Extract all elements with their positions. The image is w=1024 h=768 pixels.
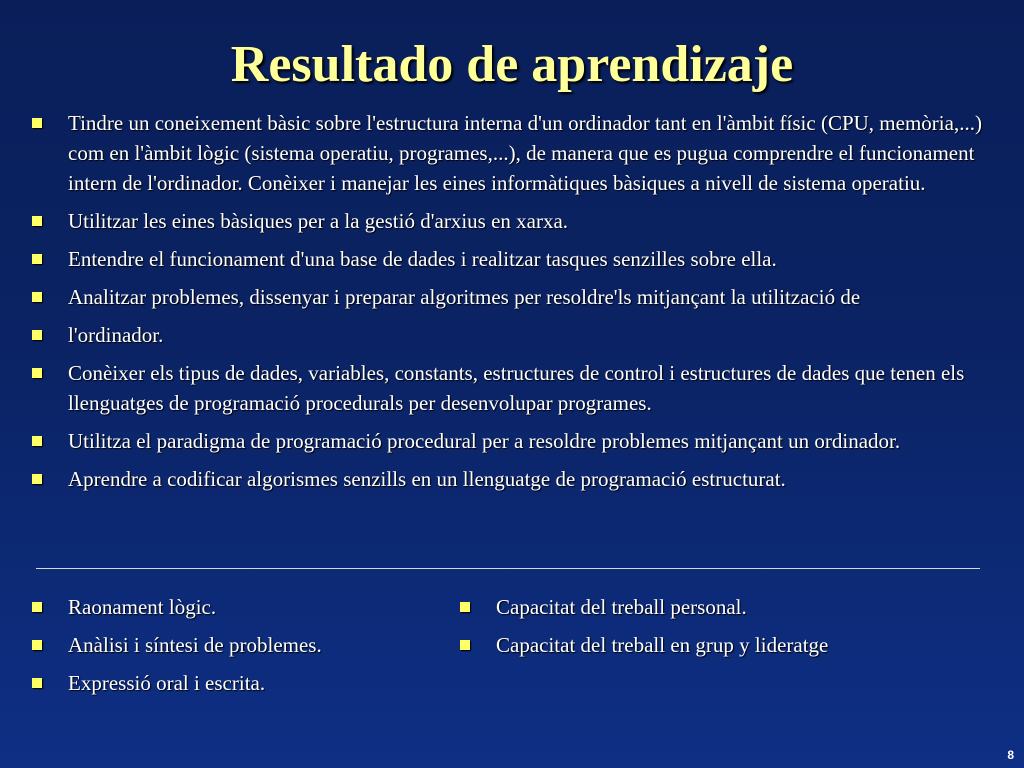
list-item-text: Expressió oral i escrita. <box>68 671 266 695</box>
list-item <box>30 668 440 698</box>
square-bullet-icon <box>32 292 42 302</box>
square-bullet-icon <box>32 118 42 128</box>
list-item-text: Capacitat del treball en grup y lideratge <box>496 633 829 657</box>
square-bullet-icon <box>32 216 42 226</box>
list-item <box>30 282 1000 312</box>
list-item-text: Analitzar problemes, dissenyar i preparar algoritmes per resoldre'ls mitjançant la utilització de <box>68 285 861 309</box>
list-item-text: Utilitza el paradigma de programació procedural per a resoldre problemes mitjançant un ordinador. <box>68 429 901 453</box>
square-bullet-icon <box>32 368 42 378</box>
square-bullet-icon <box>32 640 42 650</box>
list-item <box>30 464 1000 494</box>
list-item-text: Utilitzar les eines bàsiques per a la gestió d'arxius en xarxa. <box>68 209 569 233</box>
list-item-text: Anàlisi i síntesi de problemes. <box>68 633 322 657</box>
list-item <box>30 206 1000 236</box>
list-item-text: Conèixer els tipus de dades, variables, constants, estructures de control i estructures de dades que tenen els llenguatges de programació procedurals per desenvolupar programes. <box>68 361 965 415</box>
list-item <box>30 108 1000 198</box>
list-item <box>458 592 998 622</box>
square-bullet-icon <box>460 640 470 650</box>
list-item-text: Tindre un coneixement bàsic sobre l'estructura interna d'un ordinador tant en l'àmbit físic (CPU, memòria,...) com en l'àmbit lògic (sistema operatiu, programes,...), de manera que es pugua comprendre el funcionament intern de l'ordinador. Conèixer i manejar les eines informàtiques bàsiques a nivell de sistema operatiu. <box>68 111 982 195</box>
square-bullet-icon <box>32 474 42 484</box>
skills-list-right <box>458 592 998 668</box>
square-bullet-icon <box>32 436 42 446</box>
list-item <box>30 426 1000 456</box>
list-item-text: Raonament lògic. <box>68 595 217 619</box>
slide-title: Resultado de aprendizaje <box>230 36 794 93</box>
skills-list-left <box>30 592 440 706</box>
list-item-text: Aprendre a codificar algorismes senzills en un llenguatge de programació estructurat. <box>68 467 786 491</box>
square-bullet-icon <box>32 602 42 612</box>
square-bullet-icon <box>460 602 470 612</box>
list-item <box>30 244 1000 274</box>
list-item <box>458 630 998 660</box>
square-bullet-icon <box>32 254 42 264</box>
list-item-text: Capacitat del treball personal. <box>496 595 747 619</box>
square-bullet-icon <box>32 678 42 688</box>
learning-outcomes-list <box>30 108 1000 502</box>
list-item <box>30 630 440 660</box>
section-divider <box>36 568 980 569</box>
list-item <box>30 320 1000 350</box>
list-item <box>30 592 440 622</box>
list-item <box>30 358 1000 418</box>
page-number: 8 <box>1007 748 1014 762</box>
list-item-text: Entendre el funcionament d'una base de dades i realitzar tasques senzilles sobre ella. <box>68 247 777 271</box>
square-bullet-icon <box>32 330 42 340</box>
list-item-text: l'ordinador. <box>68 323 164 347</box>
